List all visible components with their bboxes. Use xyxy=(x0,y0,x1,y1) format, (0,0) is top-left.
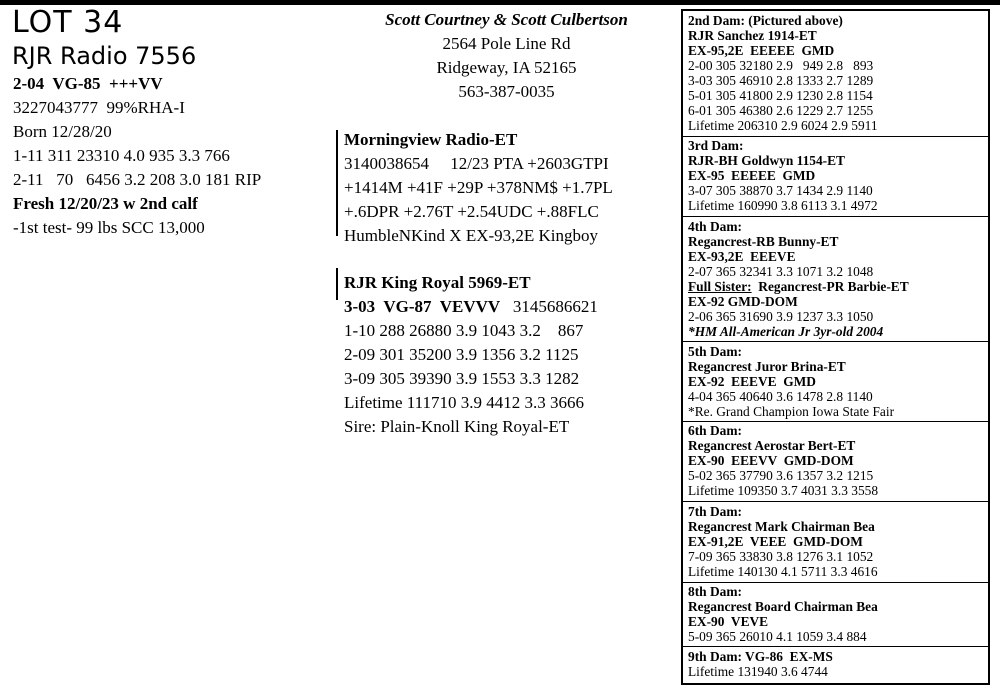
lot-number: LOT 34 xyxy=(12,5,124,40)
sire-line: +.6DPR +2.76T +2.54UDC +.88FLC xyxy=(344,202,599,221)
pedigree-heading: 2nd Dam: (Pictured above) xyxy=(688,13,843,28)
pedigree-separator xyxy=(683,646,988,647)
pedigree-record: 3-07 305 38870 3.7 1434 2.9 1140 xyxy=(688,183,873,198)
animal-fresh-date: Fresh 12/20/23 w 2nd calf xyxy=(13,194,198,213)
pedigree-8th-dam xyxy=(688,584,988,644)
pedigree-7th-dam xyxy=(688,504,988,579)
pedigree-classification: EX-95,2E EEEEE GMD xyxy=(688,43,835,58)
pedigree-classification: EX-90 EEEVV GMD-DOM xyxy=(688,453,854,468)
dam-record: 2-09 301 35200 3.9 1356 3.2 1125 xyxy=(344,345,579,364)
sire-line: 3140038654 12/23 PTA +2603GTPI xyxy=(344,154,609,173)
pedigree-3rd-dam xyxy=(688,138,988,213)
animal-record: 2-11 70 6456 3.2 208 3.0 181 RIP xyxy=(13,170,262,189)
pedigree-classification: EX-93,2E EEEVE xyxy=(688,249,796,264)
pedigree-name: Regancrest Juror Brina-ET xyxy=(688,359,846,374)
pedigree-record: 5-01 305 41800 2.9 1230 2.8 1154 xyxy=(688,88,873,103)
consignor-name: Scott Courtney & Scott Culbertson xyxy=(385,10,628,29)
pedigree-name: Regancrest Board Chairman Bea xyxy=(688,599,878,614)
dam-name: RJR King Royal 5969-ET xyxy=(344,273,531,292)
pedigree-heading: 6th Dam: xyxy=(688,423,742,438)
pedigree-6th-dam xyxy=(688,423,988,498)
sire-line: +1414M +41F +29P +378NM$ +1.7PL xyxy=(344,178,613,197)
pedigree-lifetime: Lifetime 206310 2.9 6024 2.9 5911 xyxy=(688,118,878,133)
pedigree-heading: 4th Dam: xyxy=(688,219,742,234)
pedigree-record: 5-09 365 26010 4.1 1059 3.4 884 xyxy=(688,629,867,644)
dam-record: 1-10 288 26880 3.9 1043 3.2 867 xyxy=(344,321,584,340)
dam-lifetime: Lifetime 111710 3.9 4412 3.3 3666 xyxy=(344,393,585,412)
full-sister-label: Full Sister: xyxy=(688,279,752,294)
dam-divider xyxy=(336,268,338,300)
animal-id-rha: 3227043777 99%RHA-I xyxy=(13,98,185,117)
pedigree-lifetime: Lifetime 140130 4.1 5711 3.3 4616 xyxy=(688,564,878,579)
full-sister-record: 2-06 365 31690 3.9 1237 3.3 1050 xyxy=(688,309,874,324)
pedigree-separator xyxy=(683,421,988,422)
consignor-address-line1: 2564 Pole Line Rd xyxy=(442,34,571,53)
dam-class-line xyxy=(344,295,664,319)
pedigree-name: Regancrest Aerostar Bert-ET xyxy=(688,438,856,453)
pedigree-separator xyxy=(683,341,988,342)
animal-record: 1-11 311 23310 4.0 935 3.3 766 xyxy=(13,146,230,165)
consignor-phone: 563-387-0035 xyxy=(458,82,555,101)
pedigree-record: 4-04 365 40640 3.6 1478 2.8 1140 xyxy=(688,389,873,404)
animal-details xyxy=(13,72,261,240)
sire-line: HumbleNKind X EX-93,2E Kingboy xyxy=(344,226,599,245)
pedigree-separator xyxy=(683,501,988,502)
animal-name: RJR Radio 7556 xyxy=(12,42,197,70)
pedigree-heading: 9th Dam: VG-86 EX-MS xyxy=(688,649,833,664)
pedigree-name: RJR Sanchez 1914-ET xyxy=(688,28,817,43)
pedigree-record: 3-03 305 46910 2.8 1333 2.7 1289 xyxy=(688,73,874,88)
pedigree-name: Regancrest Mark Chairman Bea xyxy=(688,519,875,534)
dam-classification: 3-03 VG-87 VEVVV xyxy=(344,297,501,316)
sire-block xyxy=(344,128,664,248)
pedigree-heading: 5th Dam: xyxy=(688,344,742,359)
pedigree-record: 5-02 365 37790 3.6 1357 3.2 1215 xyxy=(688,468,874,483)
sire-name: Morningview Radio-ET xyxy=(344,130,518,149)
dam-block xyxy=(344,271,664,439)
sire-divider xyxy=(336,130,338,236)
pedigree-record: 2-00 305 32180 2.9 949 2.8 893 xyxy=(688,58,874,73)
pedigree-name: RJR-BH Goldwyn 1154-ET xyxy=(688,153,845,168)
pedigree-2nd-dam xyxy=(688,13,988,133)
top-rule xyxy=(0,0,1000,5)
pedigree-name: Regancrest-RB Bunny-ET xyxy=(688,234,839,249)
pedigree-lifetime: Lifetime 160990 3.8 6113 3.1 4972 xyxy=(688,198,878,213)
animal-test-note: -1st test- 99 lbs SCC 13,000 xyxy=(13,218,205,237)
pedigree-classification: EX-91,2E VEEE GMD-DOM xyxy=(688,534,863,549)
dam-record: 3-09 305 39390 3.9 1553 3.3 1282 xyxy=(344,369,580,388)
pedigree-classification: EX-90 VEVE xyxy=(688,614,769,629)
pedigree-record: 2-07 365 32341 3.3 1071 3.2 1048 xyxy=(688,264,874,279)
dam-id: 3145686621 xyxy=(512,297,598,316)
full-sister-line xyxy=(688,279,988,294)
pedigree-5th-dam xyxy=(688,344,988,419)
consignor-block xyxy=(340,8,673,104)
pedigree-heading: 3rd Dam: xyxy=(688,138,744,153)
pedigree-honor: *Re. Grand Champion Iowa State Fair xyxy=(688,404,895,419)
pedigree-heading: 8th Dam: xyxy=(688,584,742,599)
pedigree-lifetime: Lifetime 131940 3.6 4744 xyxy=(688,664,828,679)
full-sister-classification: EX-92 GMD-DOM xyxy=(688,294,798,309)
full-sister-name: Regancrest-PR Barbie-ET xyxy=(751,279,909,294)
animal-born: Born 12/28/20 xyxy=(13,122,112,141)
dam-sire-note: Sire: Plain-Knoll King Royal-ET xyxy=(344,417,570,436)
pedigree-9th-dam xyxy=(688,649,988,679)
pedigree-record: 6-01 305 46380 2.6 1229 2.7 1255 xyxy=(688,103,874,118)
pedigree-separator xyxy=(683,582,988,583)
pedigree-lifetime: Lifetime 109350 3.7 4031 3.3 3558 xyxy=(688,483,879,498)
pedigree-classification: EX-92 EEEVE GMD xyxy=(688,374,816,389)
animal-classification: 2-04 VG-85 +++VV xyxy=(13,74,163,93)
pedigree-separator xyxy=(683,216,988,217)
pedigree-4th-dam xyxy=(688,219,988,339)
pedigree-separator xyxy=(683,136,988,137)
consignor-address-line2: Ridgeway, IA 52165 xyxy=(436,58,577,77)
pedigree-record: 7-09 365 33830 3.8 1276 3.1 1052 xyxy=(688,549,874,564)
full-sister-honor: *HM All-American Jr 3yr-old 2004 xyxy=(688,324,884,339)
pedigree-classification: EX-95 EEEEE GMD xyxy=(688,168,816,183)
pedigree-heading: 7th Dam: xyxy=(688,504,742,519)
